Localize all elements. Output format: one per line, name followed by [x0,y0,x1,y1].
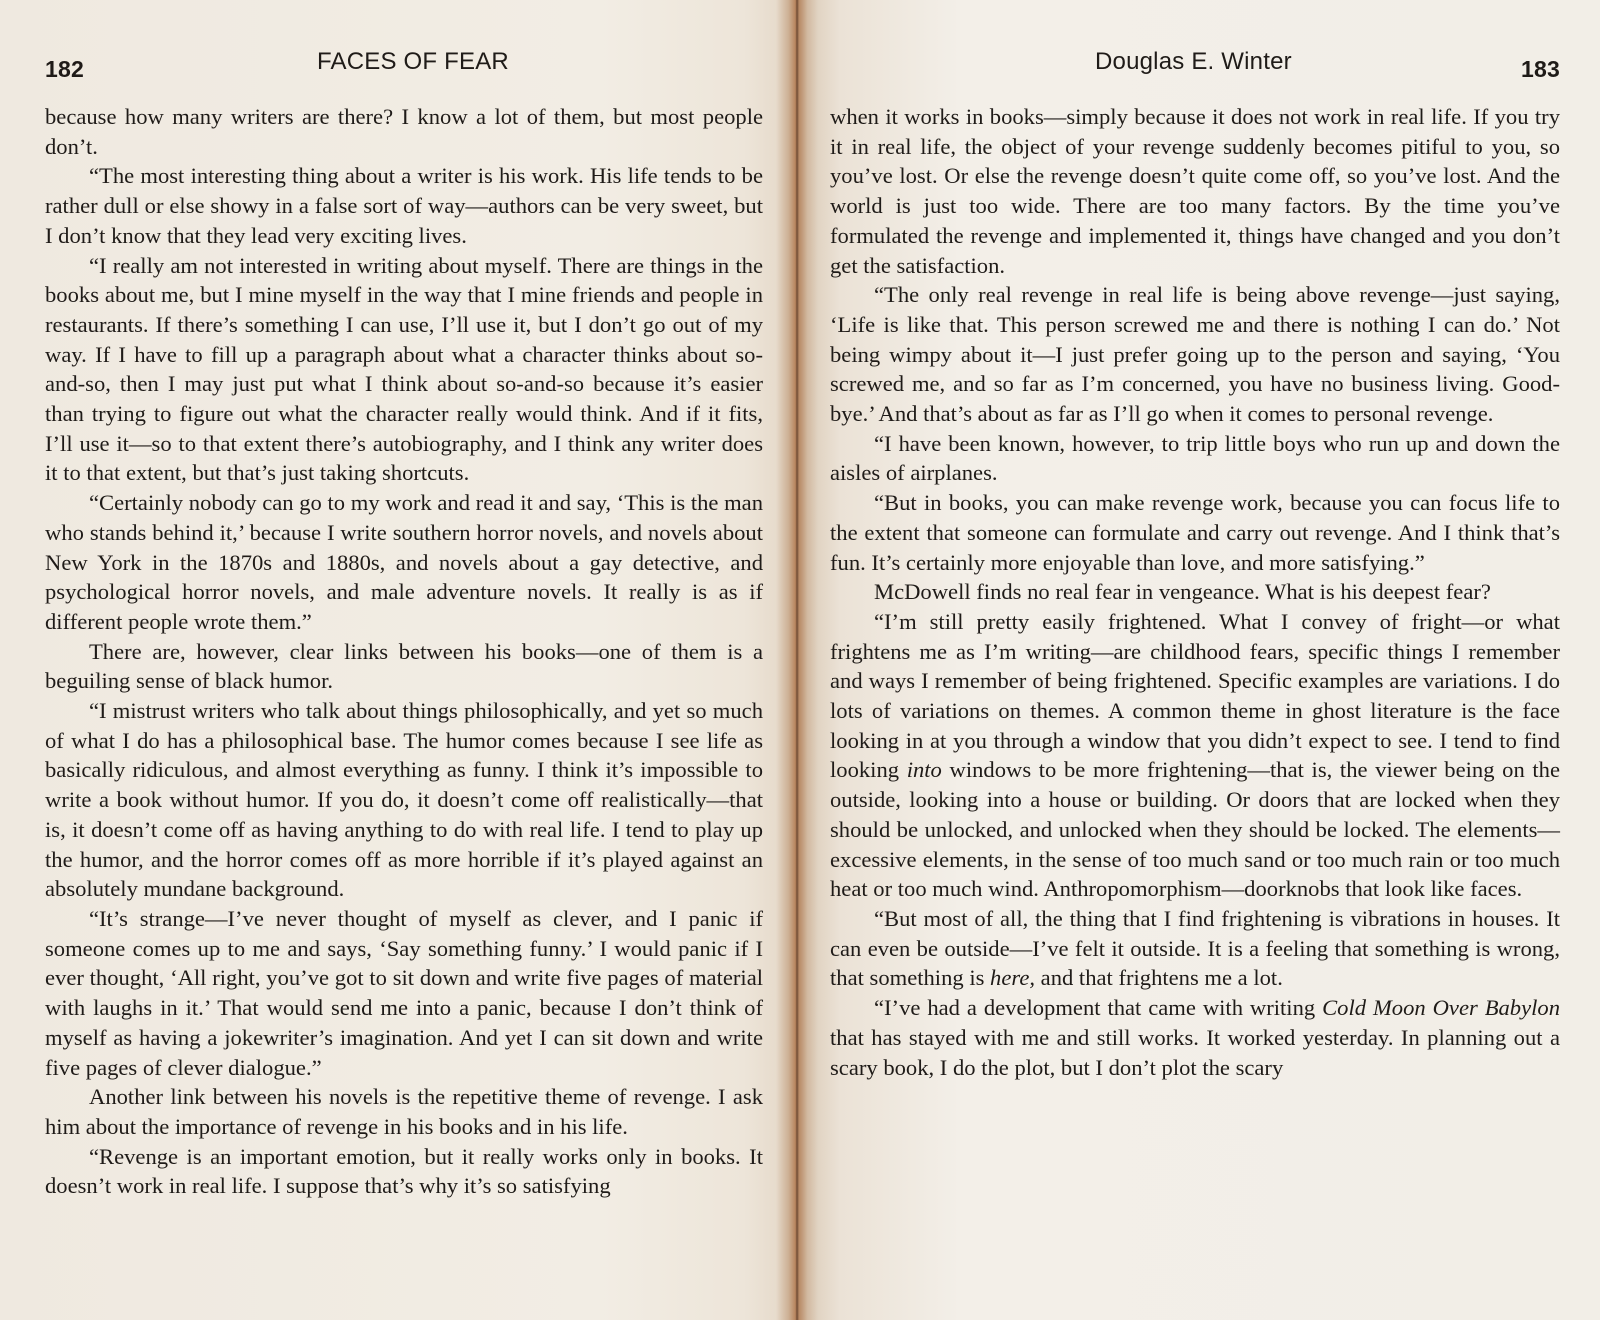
running-head: FACES OF FEAR [317,48,509,75]
paragraph [830,993,1560,1082]
right-page-body [830,102,1560,1082]
left-page-header [45,48,768,88]
text-run: “But most of all, the thing that I find frightening is vibrations in houses. It can even be outside—I’ve felt it outside. It is a feeling that something is wrong, that something is [830,905,1560,991]
book-title: Cold Moon Over Babylon [1322,995,1560,1021]
paragraph: “But in books, you can make revenge work, because you can focus life to the extent that someone can formulate and carry out revenge. And I think that’s fun. It’s certainly more enjoyable than love, and more satisfying.” [830,490,1560,575]
right-page [800,0,1600,1320]
italic-word: here, [990,965,1036,991]
paragraph: “It’s strange—I’ve never thought of myself as clever, and I panic if someone comes up to me and says, ‘Say something funny.’ I would panic if I ever thought, ‘All right, you’ve got to sit down and write five pages of material with laughs in it.’ That would send me into a panic, because I don’t think of myself as having a jokewriter’s imagination. And yet I can sit down and write five pages of clever dialogue.” [45,905,763,1080]
paragraph: when it works in books—simply because it does not work in real life. If you try it in real life, the object of your revenge suddenly becomes pitiful to you, so you’ve lost. Or else the revenge doesn’t quite come off, so you’ve lost. And the world is just too wide. There are too many factors. By the time you’ve formulated the revenge and implemented it, things have changed and you don’t get the satisfaction. [830,104,1560,278]
text-run: that has stayed with me and still works. It worked yesterday. In planning out a scary book, I do the plot, but I don’t plot the scary [830,1024,1560,1080]
italic-word: into [906,757,942,783]
page-number: 182 [45,56,84,82]
paragraph: because how many writers are there? I know a lot of them, but most people don’t. [45,104,763,159]
right-page-header [830,48,1560,88]
text-run: windows to be more frightening—that is, the viewer being on the outside, looking into a house or building. Or doors that are locked when they should be unlocked, and unlocked when they should be locked. The elements—excessive elements, in the sense of too much sand or too much rain or too much heat or too much wind. Anthropomorphism—doorknobs that look like faces. [830,757,1561,902]
paragraph: “I really am not interested in writing about myself. There are things in the books about me, but I mine myself in the way that I mine friends and people in restaurants. If there’s something I can use, I’ll use it, but I don’t go out of my way. If I have to fill up a paragraph about what a character thinks about so-and-so, then I may just put what I think about so-and-so because it’s easier than trying to figure out what the character really would think. And if it fits, I’ll use it—so to that extent there’s autobiography, and I think any writer does it to that extent, but that’s just taking shortcuts. [45,252,763,486]
running-head: Douglas E. Winter [1095,48,1292,75]
paragraph: “Revenge is an important emotion, but it really works only in books. It doesn’t work in real life. I suppose that’s why it’s so satisfying [45,1143,763,1199]
paragraph: McDowell finds no real fear in vengeance. What is his deepest fear? [874,579,1491,605]
text-run: “I’ve had a development that came with writing [874,995,1323,1021]
paragraph [830,904,1560,993]
paragraph: “I have been known, however, to trip little boys who run up and down the aisles of airplanes. [830,430,1560,486]
paragraph: “The most interesting thing about a writer is his work. His life tends to be rather dull or else showy in a false sort of way—authors can be very sweet, but I don’t know that they lead very exciting lives. [45,163,763,248]
paragraph: Another link between his novels is the repetitive theme of revenge. I ask him about the importance of revenge in his books and in his life. [45,1084,763,1139]
text-run: “I’m still pretty easily frightened. What I convey of fright—or what frightens me as I’m writing—are childhood fears, specific things I remember and ways I remember of being frightened. Specific examples are variations. I do lots of variations on themes. A common theme in ghost literature is the face looking in at you through a window that you didn’t expect to see. I tend to find looking [830,608,1560,783]
paragraph: “I mistrust writers who talk about things philosophically, and yet so much of what I do has a philosophical base. The humor comes because I see life as basically ridiculous, and almost everything as funny. I think it’s impossible to write a book without humor. If you do, it doesn’t come off realistically—that is, it doesn’t come off as having anything to do with real life. I tend to play up the humor, and the horror comes off as more horrible if it’s played against an absolutely mundane background. [45,698,763,902]
paragraph: “The only real revenge in real life is being above revenge—just saying, ‘Life is like that. This person screwed me and there is nothing I can do.’ Not being wimpy about it—I just prefer going up to the person and saying, ‘You screwed me, and so far as I’m concerned, you have no business living. Good-bye.’ And that’s about as far as I’ll go when it comes to personal revenge. [830,282,1560,427]
page-number: 183 [1521,56,1560,82]
left-page-body [45,102,763,1201]
paragraph [830,607,1560,904]
paragraph: There are, however, clear links between his books—one of them is a beguiling sense of black humor. [45,638,763,694]
text-run: and that frightens me a lot. [1035,965,1283,991]
paragraph: “Certainly nobody can go to my work and read it and say, ‘This is the man who stands behind it,’ because I write southern horror novels, and novels about New York in the 1870s and 1880s, and novels about a gay detective, and psychological horror novels, and male adventure novels. It really is as if different people wrote them.” [45,490,763,634]
